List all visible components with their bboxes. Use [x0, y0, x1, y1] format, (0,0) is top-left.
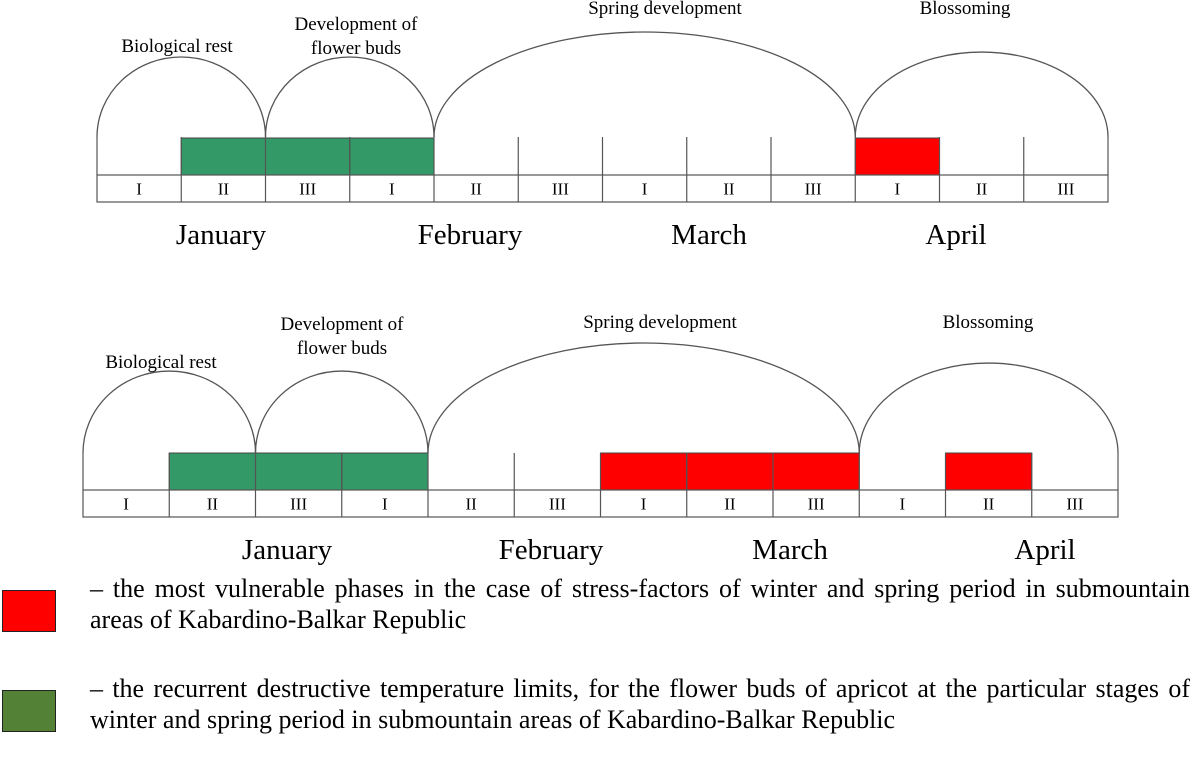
- decade-label: III: [804, 179, 822, 199]
- decade-label: III: [548, 494, 566, 514]
- phase-label: Blossoming: [942, 312, 1034, 333]
- decade-label: I: [899, 494, 906, 514]
- decade-label: II: [982, 494, 995, 514]
- phase-label: Development of: [280, 314, 404, 335]
- highlight-green-decade-3: [342, 453, 428, 490]
- decade-label: I: [641, 179, 648, 199]
- highlight-red-decade-6: [601, 453, 687, 490]
- month-label-january: January: [175, 219, 267, 251]
- decade-label: II: [470, 179, 482, 199]
- phase-arc: [428, 343, 859, 453]
- phase-label: Biological rest: [105, 352, 217, 373]
- phase-label: flower buds: [310, 38, 402, 59]
- phase-arc: [859, 363, 1118, 453]
- decade-label: I: [640, 494, 647, 514]
- highlight-green-decade-1: [181, 138, 265, 175]
- decade-label: III: [1057, 179, 1075, 199]
- phase-arc: [266, 57, 435, 137]
- phase-arc: [434, 32, 855, 137]
- highlight-green-decade-3: [350, 138, 434, 175]
- decade-label: III: [551, 179, 569, 199]
- decade-label: I: [382, 494, 388, 514]
- month-label-february: February: [498, 534, 604, 566]
- month-label-april: April: [1014, 534, 1076, 566]
- decade-label: II: [217, 179, 230, 199]
- phase-label: Blossoming: [919, 0, 1011, 19]
- highlight-red-decade-10: [946, 453, 1032, 490]
- phase-label: flower buds: [296, 338, 388, 359]
- decade-label: III: [290, 494, 308, 514]
- highlight-red-decade-9: [855, 138, 939, 175]
- highlight-green-decade-2: [266, 138, 350, 175]
- decade-label: II: [975, 179, 988, 199]
- decade-label: II: [206, 494, 219, 514]
- legend-green-swatch: [2, 690, 56, 732]
- highlight-red-decade-8: [773, 453, 859, 490]
- phase-label: Spring development: [583, 312, 737, 333]
- highlight-green-decade-1: [169, 453, 255, 490]
- decade-label: III: [299, 179, 317, 199]
- diagram-bottom: [83, 312, 1118, 566]
- month-label-january: January: [241, 534, 333, 566]
- decade-label: I: [389, 179, 395, 199]
- phase-arc: [83, 371, 256, 453]
- month-label-march: March: [671, 219, 747, 251]
- phase-arc: [256, 371, 429, 453]
- phase-label: Spring development: [588, 0, 742, 19]
- month-label-february: February: [417, 219, 523, 251]
- decade-label: II: [724, 494, 736, 514]
- decade-label: III: [807, 494, 825, 514]
- decade-label: I: [123, 494, 129, 514]
- month-label-march: March: [752, 534, 828, 566]
- decade-label: II: [723, 179, 735, 199]
- month-label-april: April: [925, 219, 987, 251]
- decade-label: I: [136, 179, 142, 199]
- legend-green-text: – the recurrent destructive temperature limits, for the flower buds of apricot at the particular stages of winter and spring period in submountain areas of Kabardino-Balkar Republic: [90, 674, 1190, 734]
- diagram-top: [97, 0, 1108, 251]
- decade-label: I: [894, 179, 901, 199]
- legend-red-swatch: [2, 590, 56, 632]
- legend-red-text: – the most vulnerable phases in the case of stress-factors of winter and spring period in submountain areas of Kabardino-Balkar Republic: [90, 574, 1190, 634]
- highlight-red-decade-7: [687, 453, 773, 490]
- phase-label: Biological rest: [121, 36, 233, 57]
- phase-arc: [97, 57, 266, 137]
- highlight-green-decade-2: [256, 453, 342, 490]
- decade-label: II: [465, 494, 477, 514]
- decade-label: III: [1066, 494, 1084, 514]
- phase-arc: [855, 52, 1108, 137]
- phase-label: Development of: [294, 14, 418, 35]
